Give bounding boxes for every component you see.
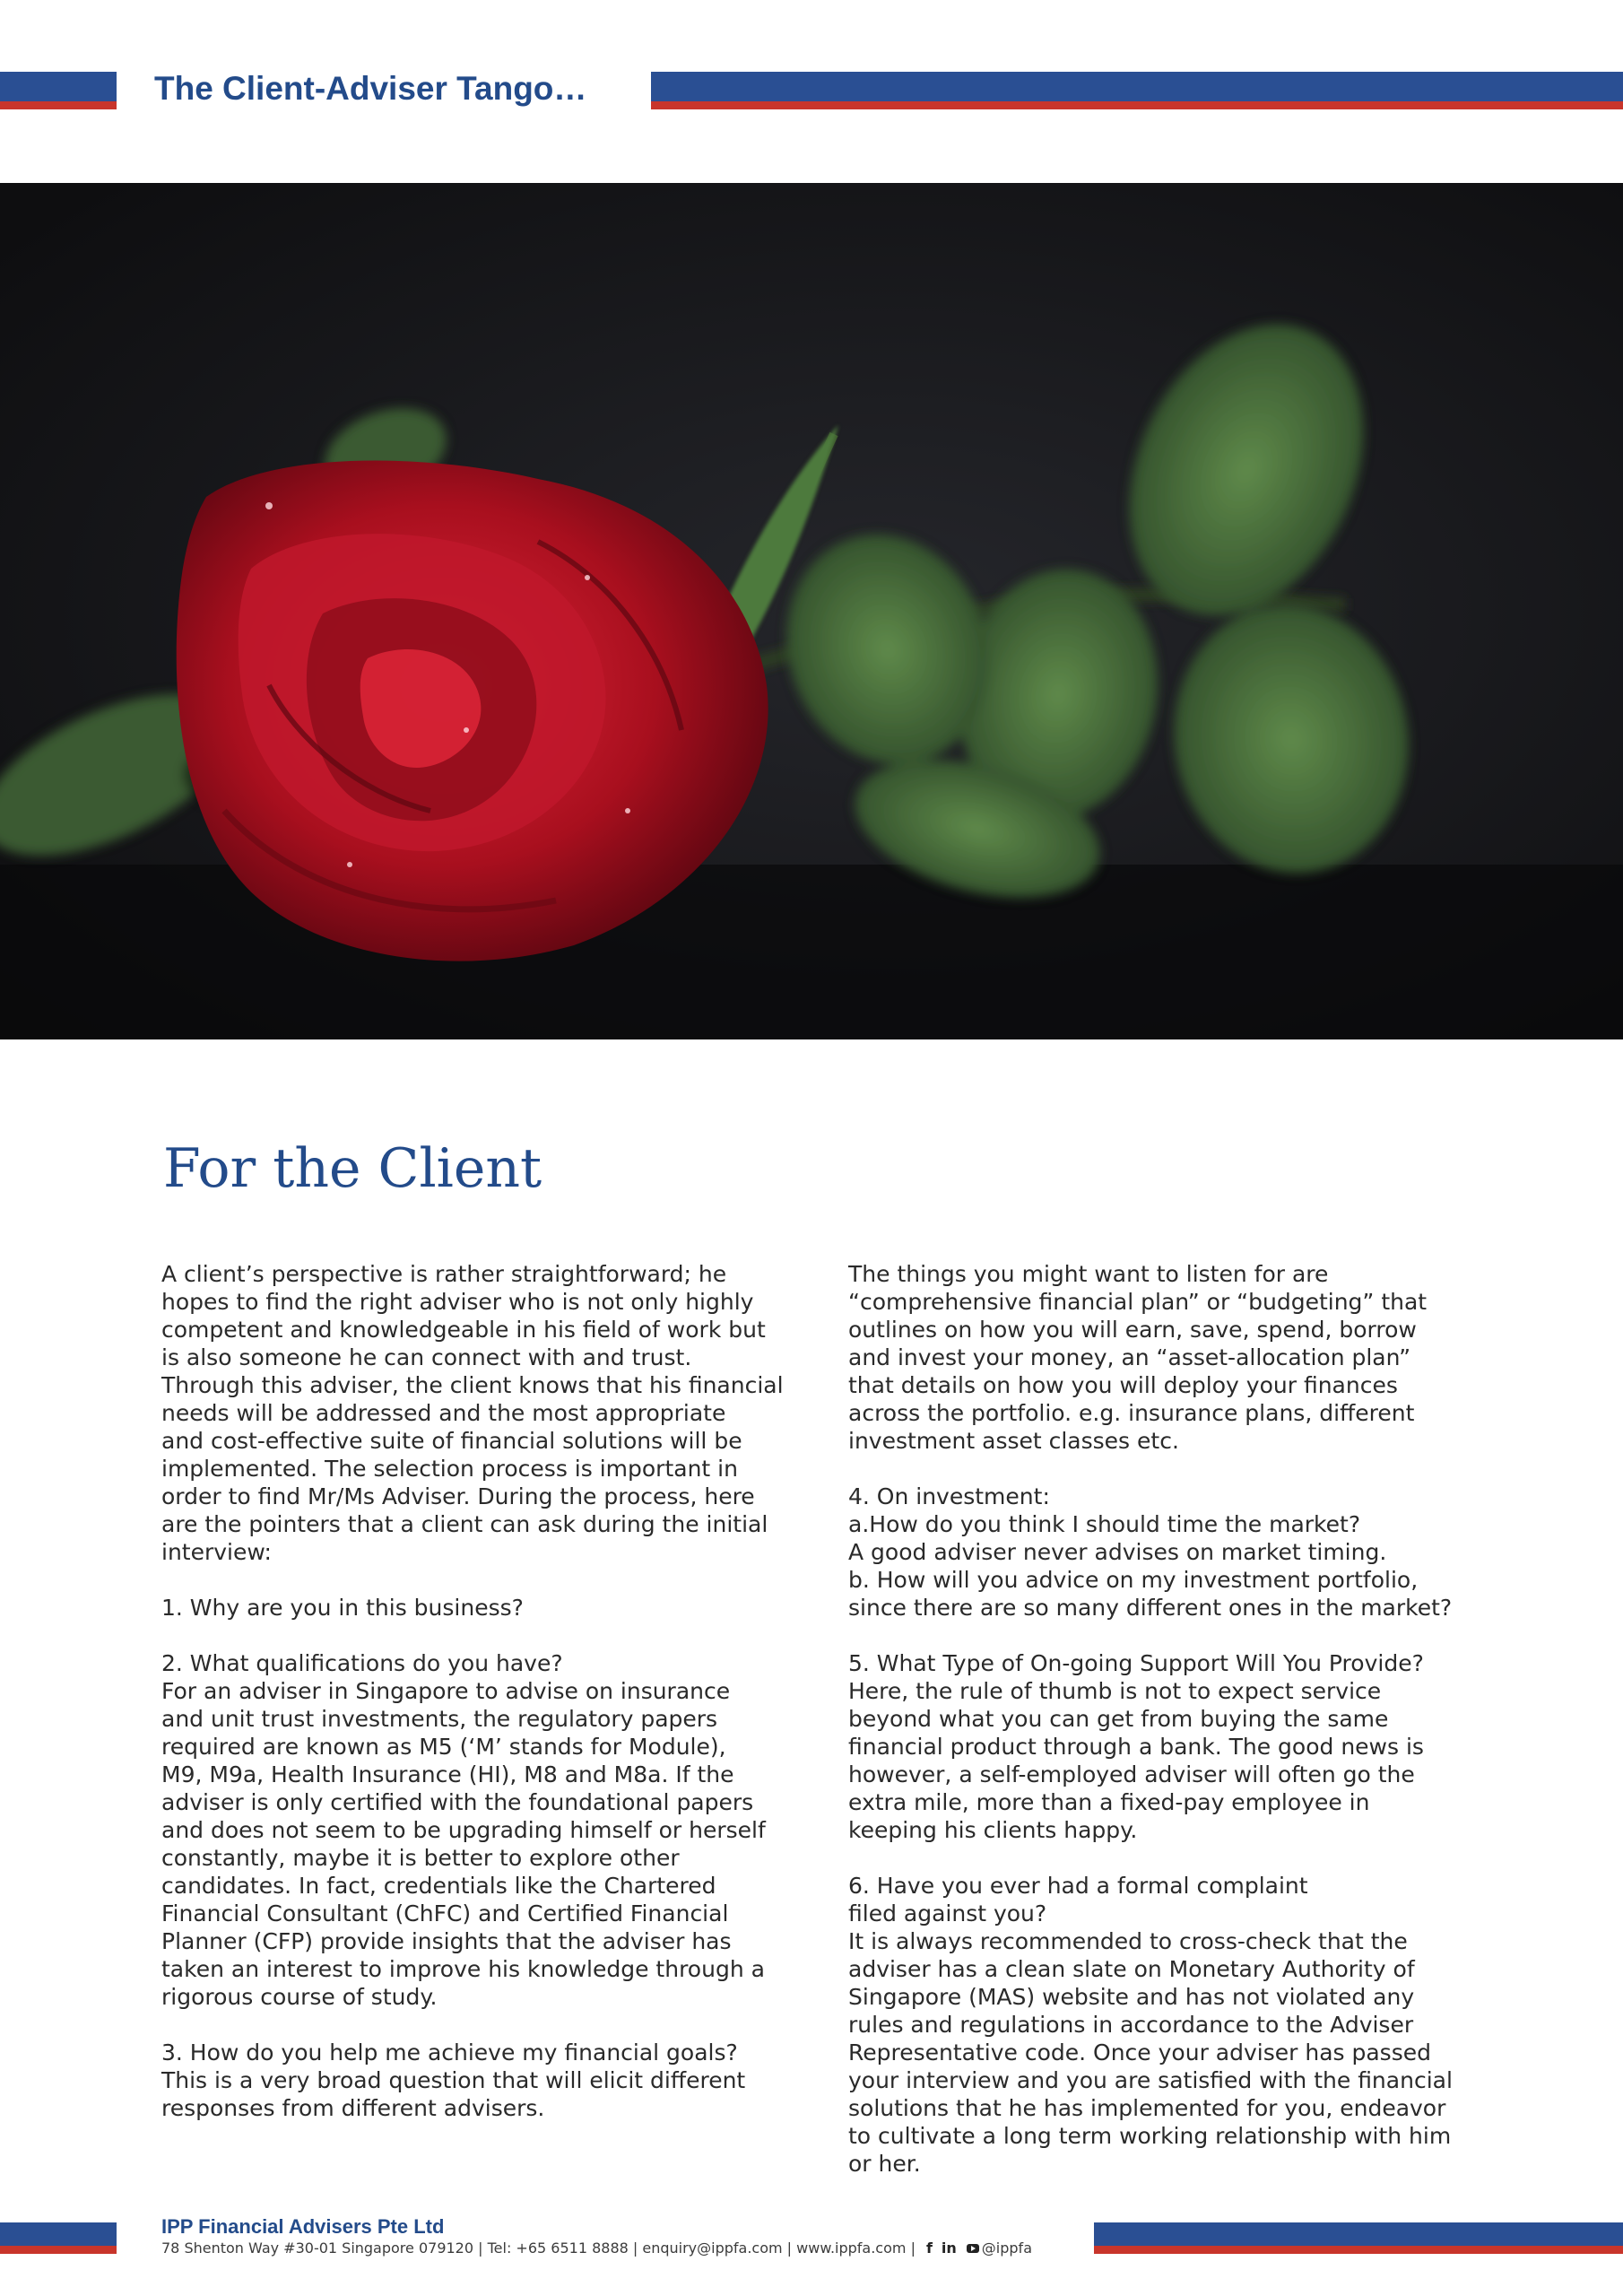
text-line: interview: xyxy=(161,1539,272,1565)
text-line: a.How do you think I should time the market? xyxy=(848,1511,1361,1537)
text-line: extra mile, more than a fixed-pay employee in xyxy=(848,1789,1370,1815)
header-bar-left-red xyxy=(0,101,117,109)
text-line: b. How will you advice on my investment portfolio, xyxy=(848,1567,1419,1593)
footer-company-name: IPP Financial Advisers Pte Ltd xyxy=(161,2215,445,2238)
right-paragraph-question-5 xyxy=(848,1649,1467,1844)
text-line: Through this adviser, the client knows that his financial xyxy=(161,1372,784,1398)
text-line: financial product through a bank. The good news is xyxy=(848,1734,1424,1760)
text-line: Planner (CFP) provide insights that the adviser has xyxy=(161,1928,732,1954)
text-line: rigorous course of study. xyxy=(161,1984,438,2010)
text-line: and cost-effective suite of financial solutions will be xyxy=(161,1428,742,1454)
text-line: hopes to find the right adviser who is not only highly xyxy=(161,1289,754,1315)
section-title: For the Client xyxy=(163,1137,542,1200)
text-line: rules and regulations in accordance to the Adviser xyxy=(848,2012,1414,2038)
text-line: filed against you? xyxy=(848,1900,1047,1926)
header-bar-right-blue xyxy=(651,72,1623,101)
text-line: responses from different advisers. xyxy=(161,2095,545,2121)
text-line: 6. Have you ever had a formal complaint xyxy=(848,1873,1308,1899)
linkedin-icon[interactable]: in xyxy=(941,2239,957,2257)
text-line: and invest your money, an “asset-allocation plan” xyxy=(848,1344,1411,1370)
footer-social-handle[interactable]: @ippfa xyxy=(981,2239,1032,2257)
footer-bar-left-blue xyxy=(0,2222,117,2246)
text-line: implemented. The selection process is important in xyxy=(161,1456,738,1482)
text-line: The things you might want to listen for are xyxy=(848,1261,1329,1287)
text-line: A client’s perspective is rather straightforward; he xyxy=(161,1261,727,1287)
text-line: solutions that he has implemented for you, endeavor xyxy=(848,2095,1446,2121)
left-paragraph-question-2 xyxy=(161,1649,789,2011)
footer-contact-text: 78 Shenton Way #30-01 Singapore 079120 | Tel: +65 6511 8888 | enquiry@ippfa.com | www.ippfa.com | xyxy=(161,2239,916,2257)
left-paragraph-intro xyxy=(161,1260,789,1566)
youtube-icon[interactable] xyxy=(967,2244,979,2253)
text-line: constantly, maybe it is better to explore other xyxy=(161,1845,680,1871)
text-line: “comprehensive financial plan” or “budgeting” that xyxy=(848,1289,1428,1315)
text-line: investment asset classes etc. xyxy=(848,1428,1179,1454)
text-line: Singapore (MAS) website and has not violated any xyxy=(848,1984,1415,2010)
text-line: beyond what you can get from buying the same xyxy=(848,1706,1389,1732)
text-line: is also someone he can connect with and trust. xyxy=(161,1344,692,1370)
text-line: are the pointers that a client can ask during the initial xyxy=(161,1511,768,1537)
text-line: Representative code. Once your adviser has passed xyxy=(848,2039,1431,2066)
text-line: This is a very broad question that will elicit different xyxy=(161,2067,746,2093)
text-line: adviser is only certified with the foundational papers xyxy=(161,1789,754,1815)
header-bar-left-blue xyxy=(0,72,117,101)
text-line: however, a self-employed adviser will often go the xyxy=(848,1761,1415,1787)
text-line: required are known as M5 (‘M’ stands for Module), xyxy=(161,1734,726,1760)
text-line: outlines on how you will earn, save, spend, borrow xyxy=(848,1317,1417,1343)
text-line: 1. Why are you in this business? xyxy=(161,1595,524,1621)
text-line: taken an interest to improve his knowledge through a xyxy=(161,1956,765,1982)
footer-bar-right-blue xyxy=(1094,2222,1623,2246)
text-line: adviser has a clean slate on Monetary Authority of xyxy=(848,1956,1415,1982)
text-line: across the portfolio. e.g. insurance plans, different xyxy=(848,1400,1415,1426)
footer-contact-line xyxy=(161,2239,1032,2257)
header-title: The Client-Adviser Tango… xyxy=(154,70,587,107)
text-line: order to find Mr/Ms Adviser. During the process, here xyxy=(161,1483,755,1509)
right-paragraph-question-4 xyxy=(848,1483,1467,1622)
text-line: For an adviser in Singapore to advise on insurance xyxy=(161,1678,731,1704)
text-line: M9, M9a, Health Insurance (HI), M8 and M8a. If the xyxy=(161,1761,734,1787)
text-line: that details on how you will deploy your finances xyxy=(848,1372,1398,1398)
text-line: to cultivate a long term working relationship with him xyxy=(848,2123,1452,2149)
text-line: and unit trust investments, the regulatory papers xyxy=(161,1706,718,1732)
right-column-text xyxy=(848,1260,1467,2205)
text-line: 3. How do you help me achieve my financial goals? xyxy=(161,2039,738,2066)
text-line: needs will be addressed and the most appropriate xyxy=(161,1400,726,1426)
text-line: competent and knowledgeable in his field of work but xyxy=(161,1317,766,1343)
text-line: your interview and you are satisfied with the financial xyxy=(848,2067,1453,2093)
left-paragraph-question-1 xyxy=(161,1594,789,1622)
text-line: and does not seem to be upgrading himself or herself xyxy=(161,1817,766,1843)
text-line: A good adviser never advises on market timing. xyxy=(848,1539,1387,1565)
text-line: 4. On investment: xyxy=(848,1483,1050,1509)
text-line: Here, the rule of thumb is not to expect service xyxy=(848,1678,1382,1704)
header-bar-right-red xyxy=(651,101,1623,109)
left-paragraph-question-3 xyxy=(161,2039,789,2122)
text-line: It is always recommended to cross-check that the xyxy=(848,1928,1408,1954)
footer-bar-left-red xyxy=(0,2246,117,2254)
right-paragraph-continued xyxy=(848,1260,1467,1455)
text-line: 2. What qualifications do you have? xyxy=(161,1650,563,1676)
right-paragraph-question-6 xyxy=(848,1872,1467,2178)
text-line: 5. What Type of On-going Support Will You Provide? xyxy=(848,1650,1424,1676)
rose-illustration xyxy=(0,183,1623,1039)
text-line: Financial Consultant (ChFC) and Certified Financial xyxy=(161,1900,729,1926)
hero-rose-image xyxy=(0,183,1623,1039)
text-line: or her. xyxy=(848,2151,921,2177)
footer-bar-right-red xyxy=(1094,2246,1623,2254)
text-line: candidates. In fact, credentials like the Chartered xyxy=(161,1873,716,1899)
left-column-text xyxy=(161,1260,789,2150)
text-line: keeping his clients happy. xyxy=(848,1817,1138,1843)
text-line: since there are so many different ones in the market? xyxy=(848,1595,1453,1621)
facebook-icon[interactable]: f xyxy=(925,2239,933,2257)
